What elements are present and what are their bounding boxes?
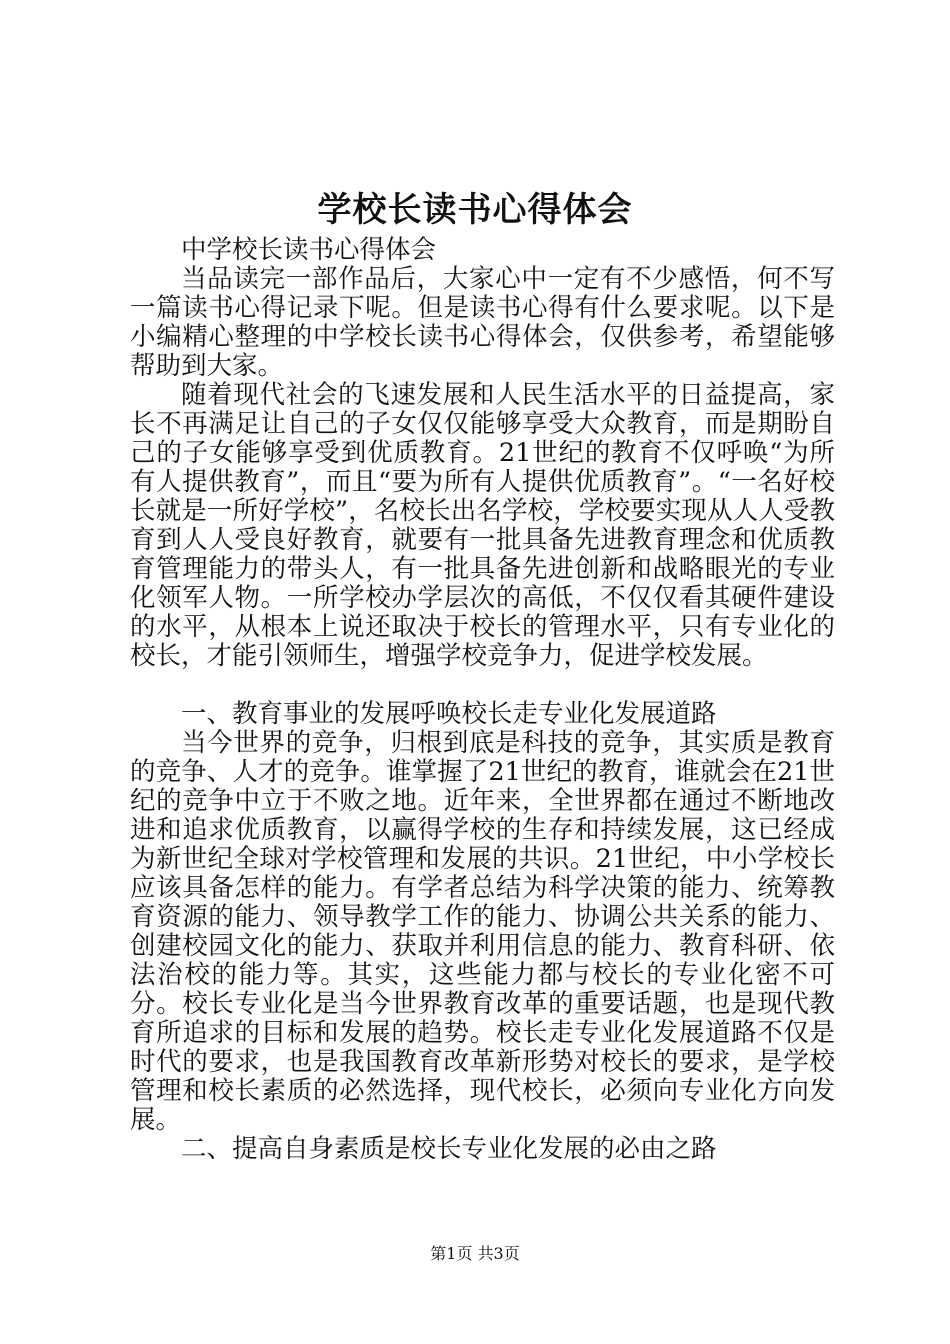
page-footer: 第1页 共3页 xyxy=(430,1244,520,1263)
section-heading: 一、教育事业的发展呼唤校长走专业化发展道路 xyxy=(181,699,717,729)
document-title: 学校长读书心得体会 xyxy=(317,190,633,230)
body-paragraph: 随着现代社会的飞速发展和人民生活水平的日益提高，家长不再满足让自己的子女仅仅能够享受大众教育，而是期盼自己的子女能够享受到优质教育。21世纪的教育不仅呼唤“为所有人提供教育”，而且“要为所有人提供优质教育”。“一名好校长就是一所好学校”，名校长出名学校，学校要实现从人人受教育到人人受良好教育，就要有一批具备先进教育理念和优质教育管理能力的带头人，有一批具备先进创新和战略眼光的专业化领军人物。一所学校办学层次的高低，不仅仅看其硬件建设的水平，从根本上说还取决于校长的管理水平，只有专业化的校长，才能引领师生，增强学校竞争力，促进学校发展。 xyxy=(130,380,835,671)
body-paragraph: 当今世界的竞争，归根到底是科技的竞争，其实质是教育的竞争、人才的竞争。谁掌握了21世纪的教育，谁就会在21世纪的竞争中立于不败之地。近年来，全世界都在通过不断地改进和追求优质教育，以赢得学校的生存和持续发展，这已经成为新世纪全球对学校管理和发展的共识。21世纪，中小学校长应该具备怎样的能力。有学者总结为科学决策的能力、统筹教育资源的能力、领导教学工作的能力、协调公共关系的能力、创建校园文化的能力、获取并利用信息的能力、教育科研、依法治校的能力等。其实，这些能力都与校长的专业化密不可分。校长专业化是当今世界教育改革的重要话题，也是现代教育所追求的目标和发展的趋势。校长走专业化发展道路不仅是时代的要求，也是我国教育改革新形势对校长的要求，是学校管理和校长素质的必然选择，现代校长，必须向专业化方向发展。 xyxy=(130,728,835,1135)
document-body xyxy=(130,236,835,1164)
intro-paragraph: 当品读完一部作品后，大家心中一定有不少感悟，何不写一篇读书心得记录下呢。但是读书心得有什么要求呢。以下是小编精心整理的中学校长读书心得体会，仅供参考，希望能够帮助到大家。 xyxy=(130,264,835,381)
section-heading: 二、提高自身素质是校长专业化发展的必由之路 xyxy=(181,1134,717,1164)
subtitle-paragraph: 中学校长读书心得体会 xyxy=(181,235,437,265)
